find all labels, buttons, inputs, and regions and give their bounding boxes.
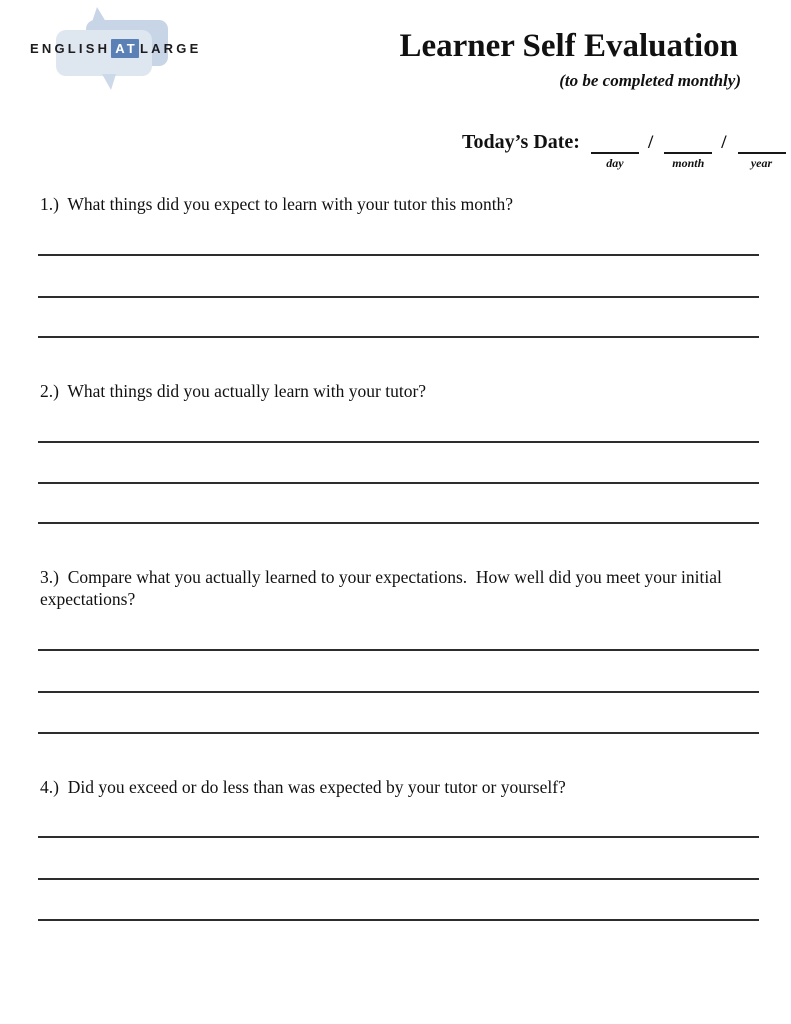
answer-line-q2-1[interactable] [38,441,759,443]
question-2 [40,381,732,403]
date-field-month [664,130,712,171]
answer-line-q1-3[interactable] [38,336,759,338]
date-field-year [738,130,786,171]
date-field-day [591,130,639,171]
question-2-text: What things did you actually learn with your tutor? [67,381,427,401]
answer-line-q1-1[interactable] [38,254,759,256]
question-3-number: 3.) [40,567,59,587]
todays-date-label: Today’s Date: [462,131,580,153]
date-sublabel-year: year [750,156,773,170]
answer-line-q3-3[interactable] [38,732,759,734]
todays-date-row [462,130,786,171]
date-sublabel-month: month [672,156,705,170]
question-3 [40,567,732,610]
answer-line-q3-1[interactable] [38,649,759,651]
answer-line-q4-1[interactable] [38,836,759,838]
logo-large-text: LARGE [139,41,202,56]
answer-line-q2-2[interactable] [38,482,759,484]
question-4-number: 4.) [40,777,59,797]
question-3-text: Compare what you actually learned to your expectations. How well did you meet your initial expectations? [40,567,727,609]
question-4-text: Did you exceed or do less than was expected by your tutor or yourself? [67,777,566,797]
question-2-number: 2.) [40,381,59,401]
date-sublabel-day: day [606,156,624,170]
logo-at-badge: AT [111,39,139,58]
page-title: Learner Self Evaluation [399,28,738,64]
answer-line-q4-3[interactable] [38,919,759,921]
question-1-number: 1.) [40,194,59,214]
answer-line-q4-2[interactable] [38,878,759,880]
question-4 [40,777,732,799]
date-blank-month[interactable] [664,130,712,154]
page-subtitle: (to be completed monthly) [559,71,741,90]
date-blank-day[interactable] [591,130,639,154]
logo-english-text: ENGLISH [30,41,111,56]
question-1-text: What things did you expect to learn with your tutor this month? [67,194,514,214]
logo-wordmark [30,39,201,58]
answer-line-q3-2[interactable] [38,691,759,693]
question-1 [40,194,732,216]
date-blank-year[interactable] [738,130,786,154]
date-separator: / [647,132,654,153]
answer-line-q2-3[interactable] [38,522,759,524]
date-separator: / [721,132,727,153]
answer-line-q1-2[interactable] [38,296,759,298]
english-at-large-logo [28,8,228,98]
